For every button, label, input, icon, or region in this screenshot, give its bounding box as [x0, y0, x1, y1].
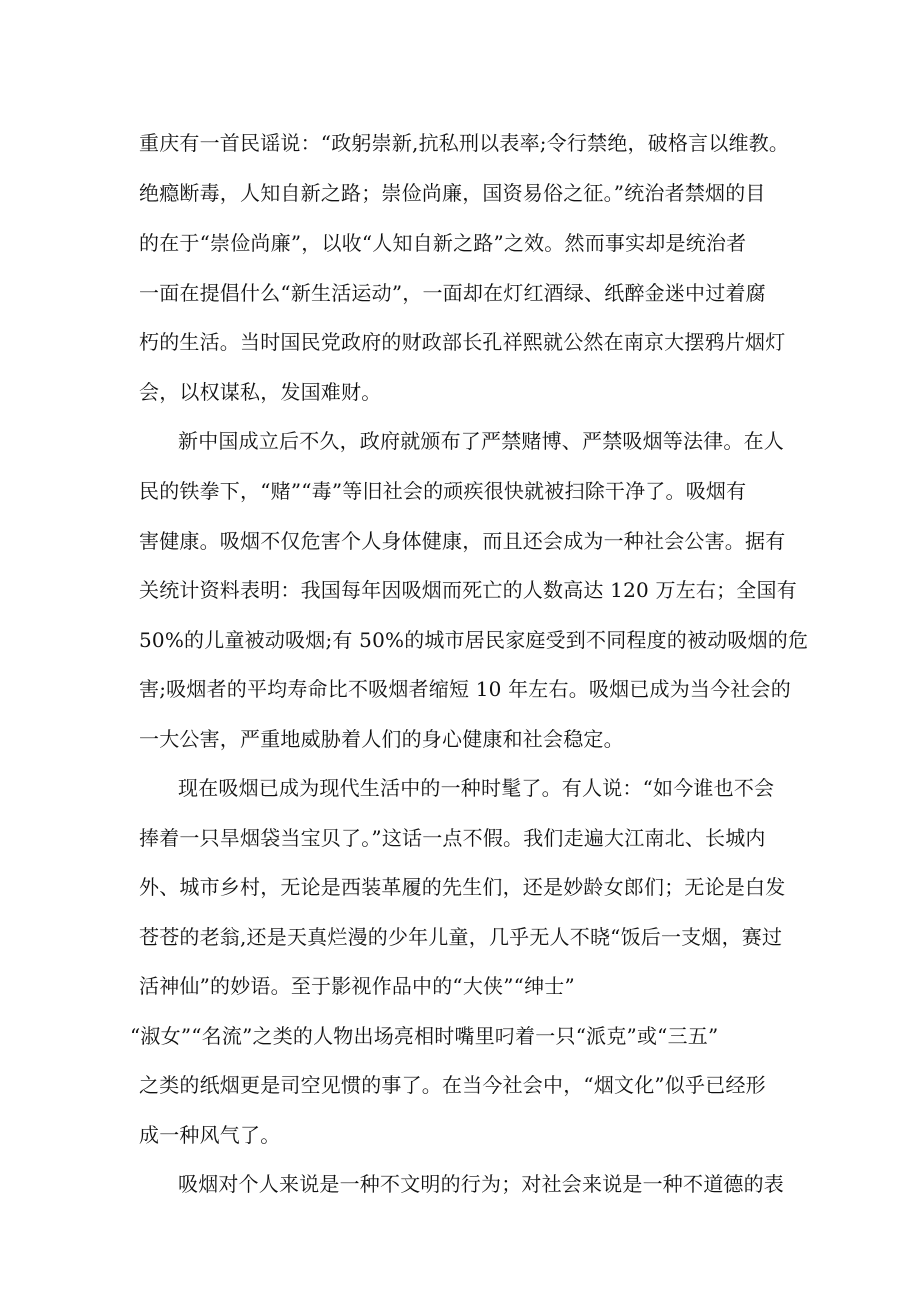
text-line: 民的铁拳下，“赌”“毒”等旧社会的顽疾很快就被扫除干净了。吸烟有	[139, 479, 747, 503]
text-line: 害健康。吸烟不仅危害个人身体健康，而且还会成为一种社会公害。据有	[139, 529, 786, 553]
text-line: “淑女”“名流”之类的人物出场亮相时嘴里叼着一只“派克”或“三五”	[130, 1024, 719, 1048]
text-line: 之类的纸烟更是司空见惯的事了。在当今社会中，“烟文化”似乎已经形	[139, 1073, 766, 1097]
text-line: 的在于“崇俭尚廉”，以收“人知自新之路”之效。然而事实却是统治者	[139, 231, 747, 255]
text-line: 活神仙”的妙语。至于影视作品中的“大侠”“绅士”	[139, 974, 575, 998]
text-line: 成一种风气了。	[139, 1123, 281, 1147]
text-line: 外、城市乡村，无论是西装革履的先生们，还是妙龄女郎们；无论是白发	[139, 875, 786, 899]
text-line: 一面在提倡什么“新生活运动”，一面却在灯红酒绿、纸醉金迷中过着腐	[139, 281, 766, 305]
text-line: 苍苍的老翁,还是天真烂漫的少年儿童，几乎无人不晓“饭后一支烟，赛过	[139, 925, 783, 949]
text-line: 绝瘾断毒，人知自新之路；崇俭尚廉，国资易俗之征。”统治者禁烟的目	[139, 181, 766, 205]
text-line: 重庆有一首民谣说：“政躬崇新,抗私刑以表率;令行禁绝，破格言以维教。	[139, 131, 790, 155]
text-line: 现在吸烟已成为现代生活中的一种时髦了。有人说：“如今谁也不会	[178, 776, 775, 800]
text-line: 关统计资料表明：我国每年因吸烟而死亡的人数高达 120 万左右；全国有	[139, 578, 797, 602]
text-line: 一大公害，严重地威胁着人们的身心健康和社会稳定。	[139, 727, 624, 751]
text-line: 会，以权谋私，发国难财。	[139, 380, 382, 404]
text-line: 害;吸烟者的平均寿命比不吸烟者缩短 10 年左右。吸烟已成为当今社会的	[139, 677, 791, 701]
text-line: 捧着一只旱烟袋当宝贝了。”这话一点不假。我们走遍大江南北、长城内	[139, 826, 766, 850]
text-line: 朽的生活。当时国民党政府的财政部长孔祥熙就公然在南京大摆鸦片烟灯	[139, 330, 786, 354]
text-line: 吸烟对个人来说是一种不文明的行为；对社会来说是一种不道德的表	[178, 1172, 784, 1196]
text-line: 50%的儿童被动吸烟;有 50%的城市居民家庭受到不同程度的被动吸烟的危	[139, 628, 809, 652]
text-line: 新中国成立后不久，政府就颁布了严禁赌博、严禁吸烟等法律。在人	[178, 429, 784, 453]
